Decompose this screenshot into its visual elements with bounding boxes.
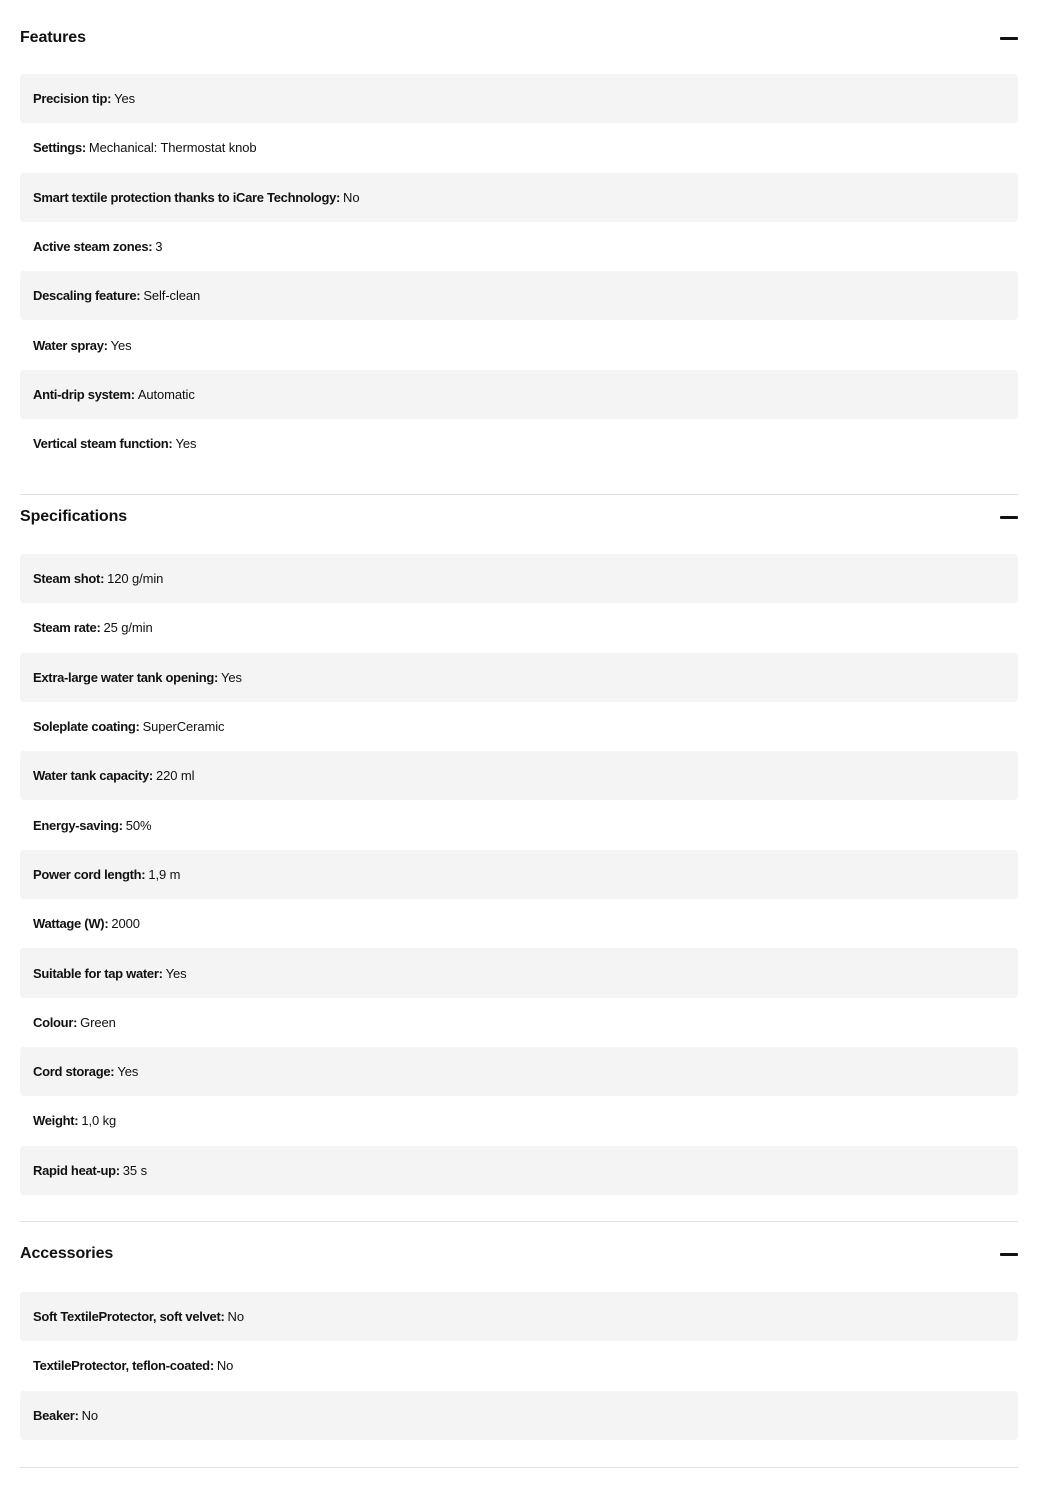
spec-value: Yes [165, 965, 187, 981]
spec-value: No [343, 189, 360, 205]
spec-label: Precision tip: [33, 91, 112, 107]
spec-value: 120 g/min [107, 571, 164, 587]
minus-icon[interactable] [1000, 508, 1018, 526]
spec-value: Yes [221, 669, 242, 685]
spec-label: Colour: [33, 1014, 78, 1030]
spec-value: SuperCeramic [142, 719, 225, 735]
spec-row [20, 173, 1018, 222]
minus-icon[interactable] [1000, 1245, 1018, 1263]
spec-label: Smart textile protection thanks to iCare Technology: [33, 189, 341, 205]
spec-value: 50% [125, 817, 152, 833]
spec-value: Yes [114, 91, 136, 107]
spec-row [20, 702, 1018, 751]
spec-value: Automatic [137, 386, 195, 402]
spec-label: Wattage (W): [33, 916, 109, 932]
section-header-accessories[interactable] [20, 1232, 1018, 1276]
spec-row [20, 123, 1018, 172]
spec-value: No [227, 1309, 244, 1325]
spec-list [20, 74, 1018, 468]
section-divider [20, 1467, 1018, 1468]
section-title: Features [20, 29, 86, 46]
spec-value: 3 [155, 239, 163, 255]
spec-row [20, 653, 1018, 702]
section-title: Accessories [20, 1245, 114, 1262]
spec-row [20, 899, 1018, 948]
spec-row [20, 1047, 1018, 1096]
spec-row [20, 1146, 1018, 1195]
section-title: Specifications [20, 508, 128, 525]
spec-label: Suitable for tap water: [33, 965, 163, 981]
section-divider [20, 1221, 1018, 1222]
spec-value: Yes [117, 1064, 139, 1080]
spec-row [20, 370, 1018, 419]
spec-label: Descaling feature: [33, 288, 141, 304]
spec-row [20, 419, 1018, 468]
spec-value: 2000 [111, 916, 140, 932]
section-accessories [20, 1232, 1018, 1440]
spec-label: Water spray: [33, 337, 108, 353]
spec-value: Yes [175, 436, 197, 452]
spec-value: 220 ml [155, 768, 195, 784]
spec-value: 25 g/min [103, 620, 153, 636]
spec-value: Mechanical: Thermostat knob [88, 140, 257, 156]
spec-row [20, 948, 1018, 997]
spec-value: Self-clean [143, 288, 201, 304]
spec-label: Extra-large water tank opening: [33, 669, 219, 685]
spec-label: Beaker: [33, 1407, 79, 1423]
section-specifications [20, 495, 1018, 1195]
spec-label: Active steam zones: [33, 239, 153, 255]
spec-row [20, 850, 1018, 899]
spec-row [20, 222, 1018, 271]
spec-label: Settings: [33, 140, 86, 156]
spec-label: Soft TextileProtector, soft velvet: [33, 1309, 225, 1325]
spec-row [20, 751, 1018, 800]
spec-label: Rapid heat-up: [33, 1162, 120, 1178]
spec-label: Vertical steam function: [33, 436, 173, 452]
spec-row [20, 998, 1018, 1047]
spec-list [20, 1292, 1018, 1440]
spec-row [20, 554, 1018, 603]
spec-label: Soleplate coating: [33, 719, 140, 735]
spec-label: Anti-drip system: [33, 386, 135, 402]
spec-label: Energy-saving: [33, 817, 123, 833]
spec-value: Yes [110, 337, 132, 353]
spec-value: 1,9 m [148, 866, 181, 882]
spec-row [20, 1341, 1018, 1390]
section-features [20, 16, 1018, 468]
spec-row [20, 800, 1018, 849]
spec-row [20, 1292, 1018, 1341]
spec-label: Power cord length: [33, 866, 146, 882]
minus-icon[interactable] [1000, 29, 1018, 47]
spec-label: TextileProtector, teflon-coated: [33, 1358, 214, 1374]
spec-value: Green [80, 1014, 116, 1030]
spec-row [20, 1391, 1018, 1440]
section-header-specifications[interactable] [20, 495, 1018, 539]
spec-row [20, 271, 1018, 320]
spec-row [20, 1096, 1018, 1145]
spec-row [20, 603, 1018, 652]
spec-list [20, 554, 1018, 1195]
spec-label: Steam rate: [33, 620, 101, 636]
spec-row [20, 320, 1018, 369]
spec-label: Cord storage: [33, 1064, 115, 1080]
spec-row [20, 74, 1018, 123]
spec-label: Water tank capacity: [33, 768, 153, 784]
spec-value: No [216, 1358, 234, 1374]
spec-value: 35 s [122, 1162, 147, 1178]
section-header-features[interactable] [20, 16, 1018, 60]
spec-value: No [81, 1407, 99, 1423]
spec-label: Weight: [33, 1113, 79, 1129]
spec-value: 1,0 kg [81, 1113, 117, 1129]
spec-label: Steam shot: [33, 571, 105, 587]
